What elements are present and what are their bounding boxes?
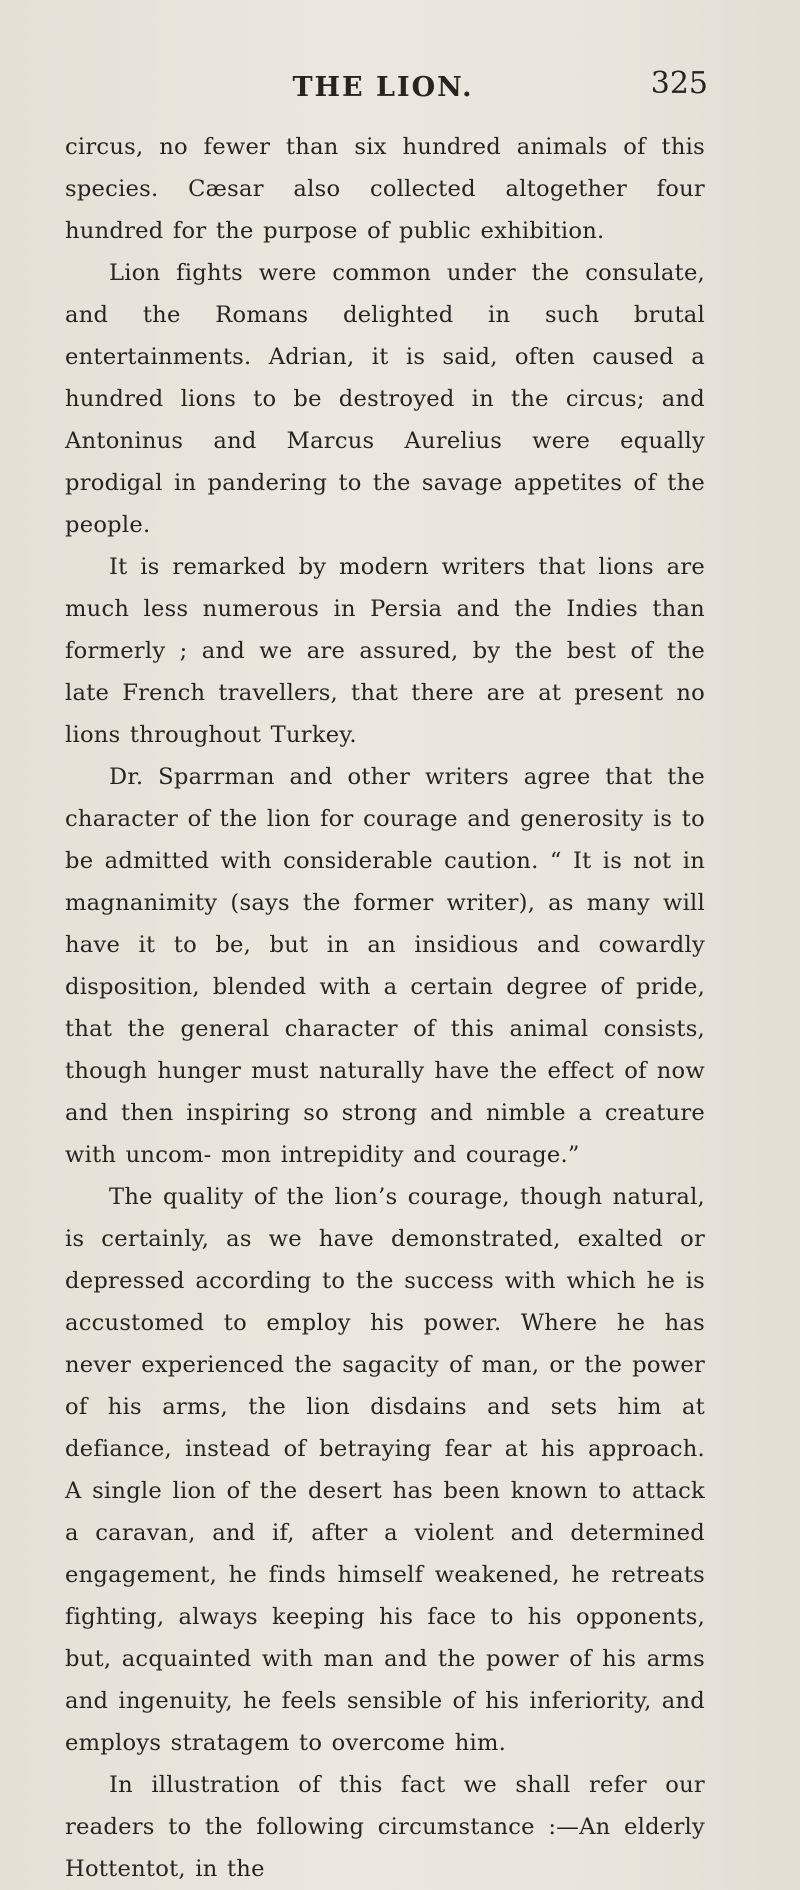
paragraph: circus, no fewer than six hundred animals of this species. Cæsar also collected altogether four hundred for the purpose of public exhibition.	[65, 134, 705, 244]
paragraph: Lion fights were common under the consulate, and the Romans delighted in such brutal entertainments. Adrian, it is said, often caused a hundred lions to be destroyed in the circus; and Antoninus and Marcus Aurelius were equally prodigal in pandering to the savage appetites of the people.	[65, 260, 705, 538]
paragraph: It is remarked by modern writers that lions are much less numerous in Persia and the Indies than formerly ; and we are assured, by the best of the late French travellers, that there are at present no lions throughout Turkey.	[65, 554, 705, 748]
running-title: THE LION.	[292, 72, 474, 103]
paragraph: The quality of the lion’s courage, though natural, is certainly, as we have demonstrated, exalted or depressed according to the success with which he is accustomed to employ his power. Where he has never experienced the sagacity of man, or the power of his arms, the lion disdains and sets him at defiance, instead of betraying fear at his approach. A single lion of the desert has been known to attack a caravan, and if, after a violent and determined engagement, he finds himself weakened, he retreats fighting, always keeping his face to his opponents, but, acquainted with man and the power of his arms and ingenuity, he feels sensible of his inferiority, and employs stratagem to overcome him.	[65, 1184, 705, 1756]
running-head	[58, 66, 708, 112]
paragraph: Dr. Sparrman and other writers agree that the character of the lion for courage and generosity is to be admitted with considerable caution. “ It is not in magnanimity (says the former writer), as many will have it to be, but in an insidious and cowardly disposition, blended with a certain degree of pride, that the general character of this animal consists, though hunger must naturally have the effect of now and then inspiring so strong and nimble a creature with uncom- mon intrepidity and courage.”	[65, 764, 705, 1168]
paragraph: In illustration of this fact we shall refer our readers to the following circumstance :—An elderly Hottentot, in the	[65, 1772, 705, 1882]
page-number: 325	[650, 66, 708, 101]
body-text	[65, 126, 705, 1890]
